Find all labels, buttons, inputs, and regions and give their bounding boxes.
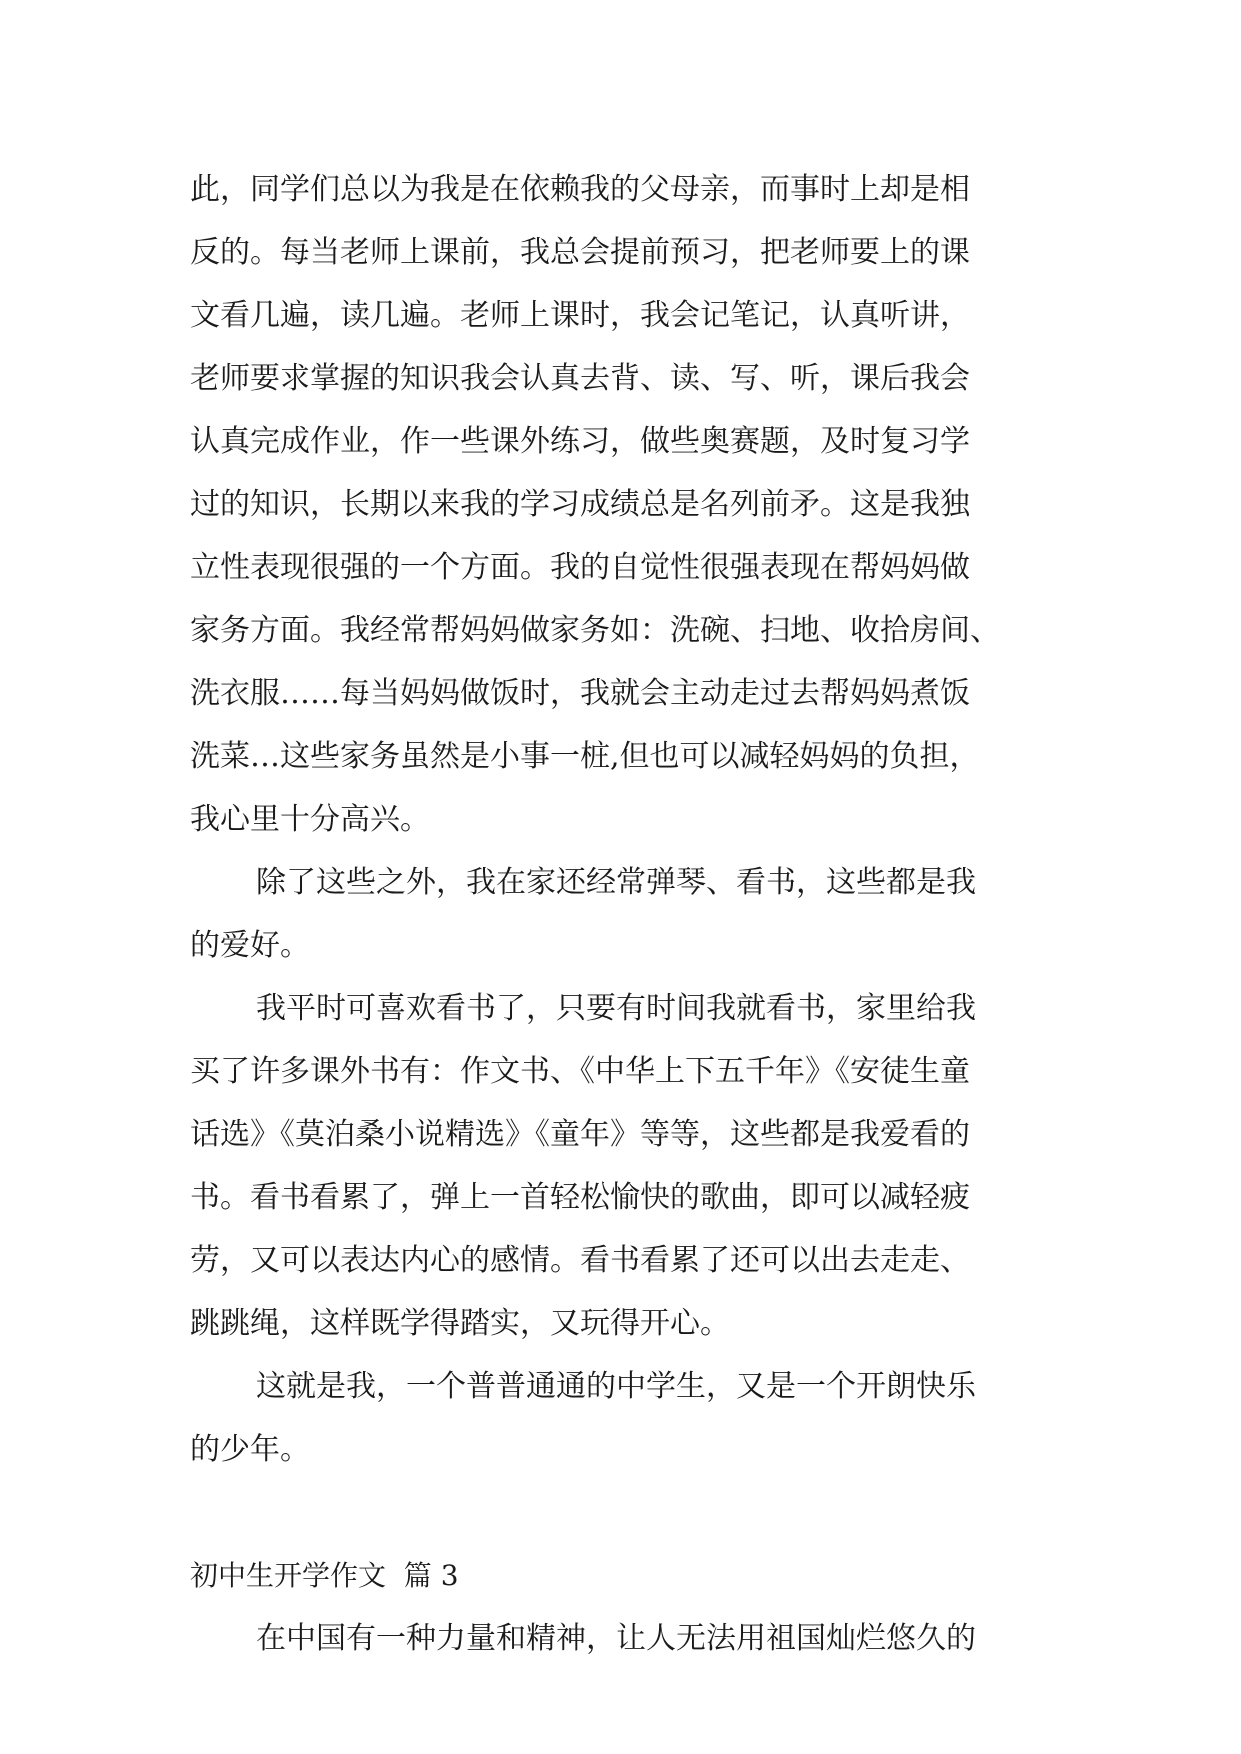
document-body <box>190 158 1070 1670</box>
text-line: 话选》《莫泊桑小说精选》《童年》等等，这些都是我爱看的 <box>190 1117 970 1152</box>
text-line: 这就是我，一个普普通通的中学生，又是一个开朗快乐 <box>256 1369 976 1404</box>
text-line: 洗衣服……每当妈妈做饭时，我就会主动走过去帮妈妈煮饭 <box>190 676 970 711</box>
blank-line <box>190 1481 1070 1544</box>
text-line: 此，同学们总以为我是在依赖我的父母亲，而事时上却是相 <box>190 172 970 207</box>
text-line: 在中国有一种力量和精神，让人无法用祖国灿烂悠久的 <box>256 1621 976 1656</box>
paragraph-1 <box>190 158 1070 851</box>
text-line: 洗菜…这些家务虽然是小事一桩,但也可以减轻妈妈的负担， <box>190 739 980 774</box>
text-line: 的少年。 <box>190 1432 310 1467</box>
text-line: 除了这些之外，我在家还经常弹琴、看书，这些都是我 <box>256 865 976 900</box>
text-line: 跳跳绳，这样既学得踏实，又玩得开心。 <box>190 1306 730 1341</box>
text-line: 认真完成作业，作一些课外练习，做些奥赛题，及时复习学 <box>190 424 970 459</box>
text-line: 书。看书看累了，弹上一首轻松愉快的歌曲，即可以减轻疲 <box>190 1180 970 1215</box>
text-line: 我平时可喜欢看书了，只要有时间我就看书，家里给我 <box>256 991 976 1026</box>
text-line: 老师要求掌握的知识我会认真去背、读、写、听，课后我会 <box>190 361 970 396</box>
section-heading: 初中生开学作文 篇 3 <box>190 1559 459 1592</box>
paragraph-3 <box>190 977 1070 1355</box>
text-line: 买了许多课外书有：作文书、《中华上下五千年》《安徒生童 <box>190 1054 970 1089</box>
text-line: 过的知识，长期以来我的学习成绩总是名列前矛。这是我独 <box>190 487 970 522</box>
text-line: 我心里十分高兴。 <box>190 802 430 837</box>
paragraph-5 <box>190 1607 1070 1670</box>
text-line: 劳，又可以表达内心的感情。看书看累了还可以出去走走、 <box>190 1243 970 1278</box>
paragraph-2 <box>190 851 1070 977</box>
paragraph-4 <box>190 1355 1070 1481</box>
text-line: 的爱好。 <box>190 928 310 963</box>
text-line: 立性表现很强的一个方面。我的自觉性很强表现在帮妈妈做 <box>190 550 970 585</box>
text-line: 文看几遍，读几遍。老师上课时，我会记笔记，认真听讲， <box>190 298 970 333</box>
text-line: 家务方面。我经常帮妈妈做家务如：洗碗、扫地、收拾房间、 <box>190 613 1000 648</box>
text-line: 反的。每当老师上课前，我总会提前预习，把老师要上的课 <box>190 235 970 270</box>
